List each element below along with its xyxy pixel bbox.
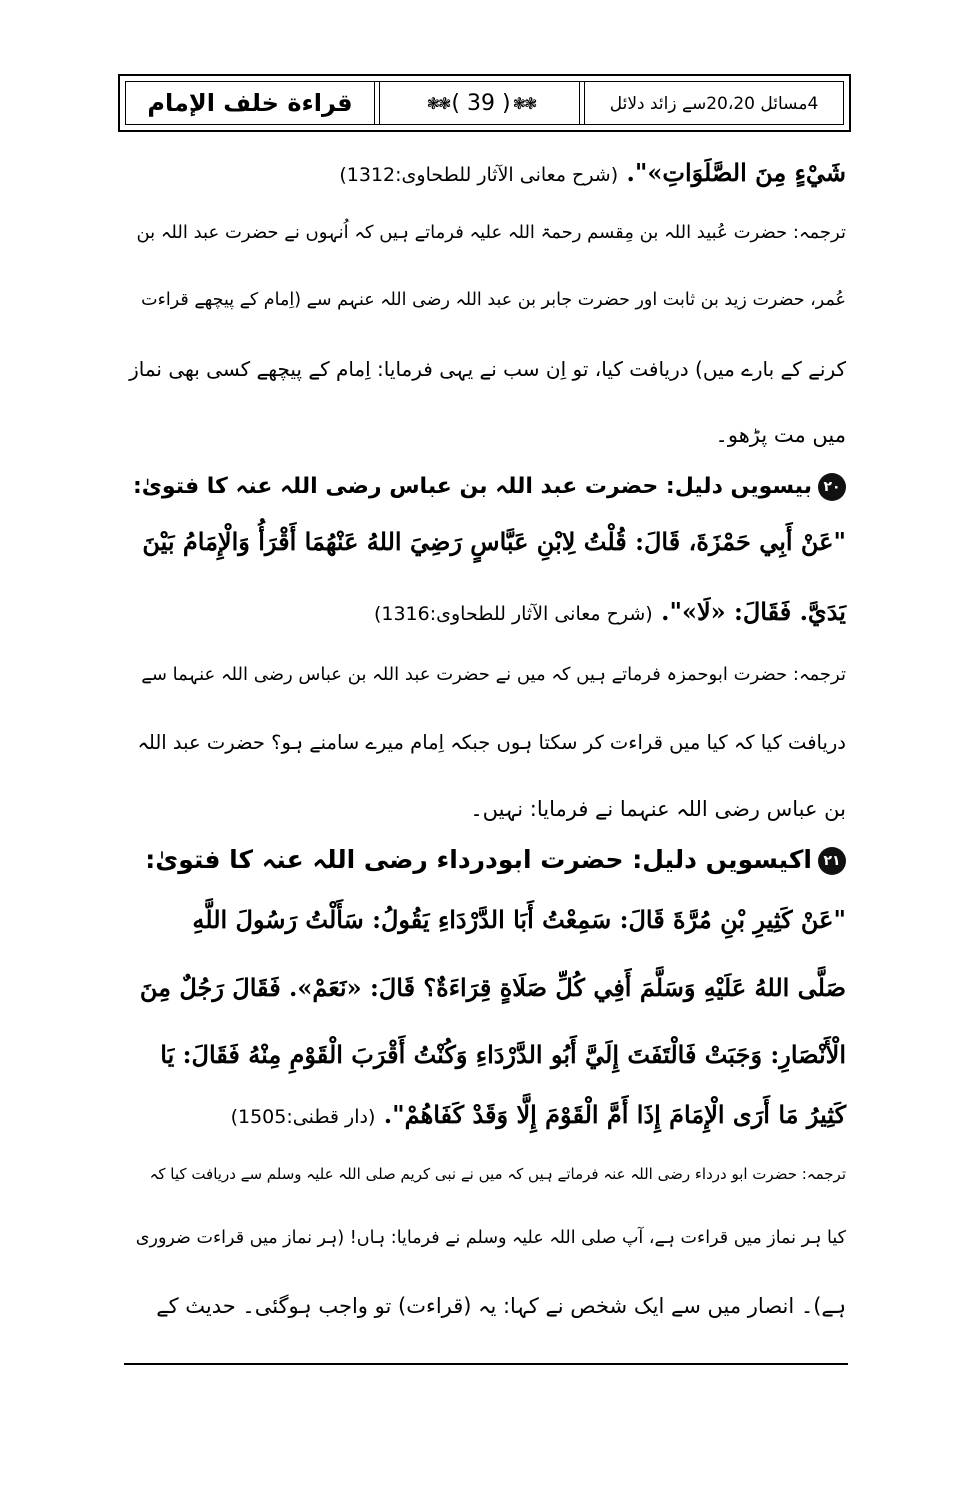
line-text: ترجمہ: حضرت ابوحمزہ فرماتے ہیں کہ میں نے حضرت عبد اللہ بن عباس رضی اللہ عنہما سے <box>141 664 846 685</box>
text-line <box>128 158 846 187</box>
reference-citation: (دار قطنی:1505) <box>230 1106 376 1128</box>
text-line <box>128 1294 846 1318</box>
text-line <box>128 357 846 381</box>
text-line <box>128 222 846 243</box>
line-text: الْأَنْصَارِ: وَجَبَتْ فَالْتَفَتَ إِلَيَّ أَبُو الدَّرْدَاءِ وَكُنْتُ أَقْرَبَ الْقَوْمِ مِنْهُ فَقَالَ: يَا <box>160 1040 846 1069</box>
text-line <box>128 1100 846 1129</box>
text-line <box>128 1228 846 1248</box>
page-number-box <box>381 82 581 124</box>
text-line <box>128 973 846 1002</box>
section-heading <box>128 845 846 875</box>
reference-citation: (شرح معانی الآثار للطحاوی:1316) <box>373 603 653 625</box>
line-text: میں مت پڑھو۔ <box>715 423 846 447</box>
text-line <box>128 423 846 447</box>
flourish-icon: ❃❃ <box>512 93 536 113</box>
header-inner-frame <box>125 81 844 125</box>
text-line <box>128 731 846 754</box>
flourish-icon: ❃❃ <box>426 93 450 113</box>
section-heading <box>128 473 846 501</box>
text-line <box>128 1040 846 1069</box>
line-text: کرنے کے بارے میں) دریافت کیا، تو اِن سب نے یہی فرمایا: اِمام کے پیچھے کسی بھی نماز <box>129 357 846 381</box>
book-title: قراءة خلف الإمام <box>147 89 353 117</box>
text-line <box>128 290 846 310</box>
section-number-badge: ٢٠ <box>818 473 846 501</box>
chapter-title: 4مسائل 20،20سے زائد دلائل <box>609 93 819 114</box>
line-text: عُمر، حضرت زید بن ثابت اور حضرت جابر بن عبد اللہ رضی اللہ عنہم سے (اِمام کے پیچھے قراءت <box>141 290 846 310</box>
page-number: ( 39 ) <box>451 90 511 116</box>
line-text: کیا ہر نماز میں قراءت ہے، آپ صلی اللہ علیہ وسلم نے فرمایا: ہاں! (ہر نماز میں قراءت ضروری <box>135 1228 846 1248</box>
line-text: "عَنْ أَبِي حَمْزَةَ، قَالَ: قُلْتُ لِابْنِ عَبَّاسٍ رَضِيَ اللهُ عَنْهُمَا أَقْرَأُ وَالْإِمَامُ بَيْنَ <box>142 527 846 556</box>
book-title-box <box>126 82 374 124</box>
bottom-rule <box>124 1363 848 1365</box>
line-text: شَيْءٍ مِنَ الصَّلَوَاتِ»". <box>618 158 846 187</box>
line-text: بیسویں دلیل: حضرت عبد اللہ بن عباس رضی اللہ عنہ کا فتویٰ: <box>132 474 812 499</box>
section-number-badge: ٢١ <box>818 847 846 875</box>
line-text: ترجمہ: حضرت ابو درداء رضی اللہ عنہ فرماتے ہیں کہ میں نے نبی کریم صلی اللہ علیہ وسلم سے دریافت کیا کہ <box>149 1165 846 1183</box>
header-divider <box>374 82 380 124</box>
line-text: بن عباس رضی اللہ عنہما نے فرمایا: نہیں۔ <box>470 797 846 821</box>
text-line <box>128 527 846 556</box>
line-text: يَدَيَّ. فَقَالَ: «لَا»". <box>652 597 846 626</box>
line-text: ہے)۔ انصار میں سے ایک شخص نے کہا: یہ (قراءت) تو واجب ہوگئی۔ حدیث کے <box>156 1294 846 1318</box>
line-text: اکیسویں دلیل: حضرت ابودرداء رضی اللہ عنہ کا فتویٰ: <box>145 845 812 874</box>
chapter-title-box <box>585 82 843 124</box>
line-text: كَثِيرُ مَا أَرَى الْإِمَامَ إِذَا أَمَّ الْقَوْمَ إِلَّا وَقَدْ كَفَاهُمْ". <box>375 1100 846 1129</box>
text-line <box>128 905 846 934</box>
line-text: دریافت کیا کہ کیا میں قراءت کر سکتا ہوں جبکہ اِمام میرے سامنے ہو؟ حضرت عبد اللہ <box>137 731 846 754</box>
text-line <box>128 664 846 685</box>
text-line <box>128 797 846 821</box>
line-text: ترجمہ: حضرت عُبید اللہ بن مِقسم رحمۃ اللہ علیہ فرماتے ہیں کہ اُنہوں نے حضرت عبد اللہ بن <box>136 222 846 243</box>
text-line <box>128 597 846 626</box>
line-text: صَلَّى اللهُ عَلَيْهِ وَسَلَّمَ أَفِي كُلِّ صَلَاةٍ قِرَاءَةٌ؟ قَالَ: «نَعَمْ». فَقَالَ رَجُلٌ مِنَ <box>139 973 846 1002</box>
text-line <box>128 1165 846 1183</box>
reference-citation: (شرح معانی الآثار للطحاوی:1312) <box>339 164 619 186</box>
line-text: "عَنْ كَثِيرِ بْنِ مُرَّةَ قَالَ: سَمِعْتُ أَبَا الدَّرْدَاءِ يَقُولُ: سَأَلْتُ رَسُولَ اللَّهِ <box>192 905 846 934</box>
page-header <box>118 74 851 132</box>
